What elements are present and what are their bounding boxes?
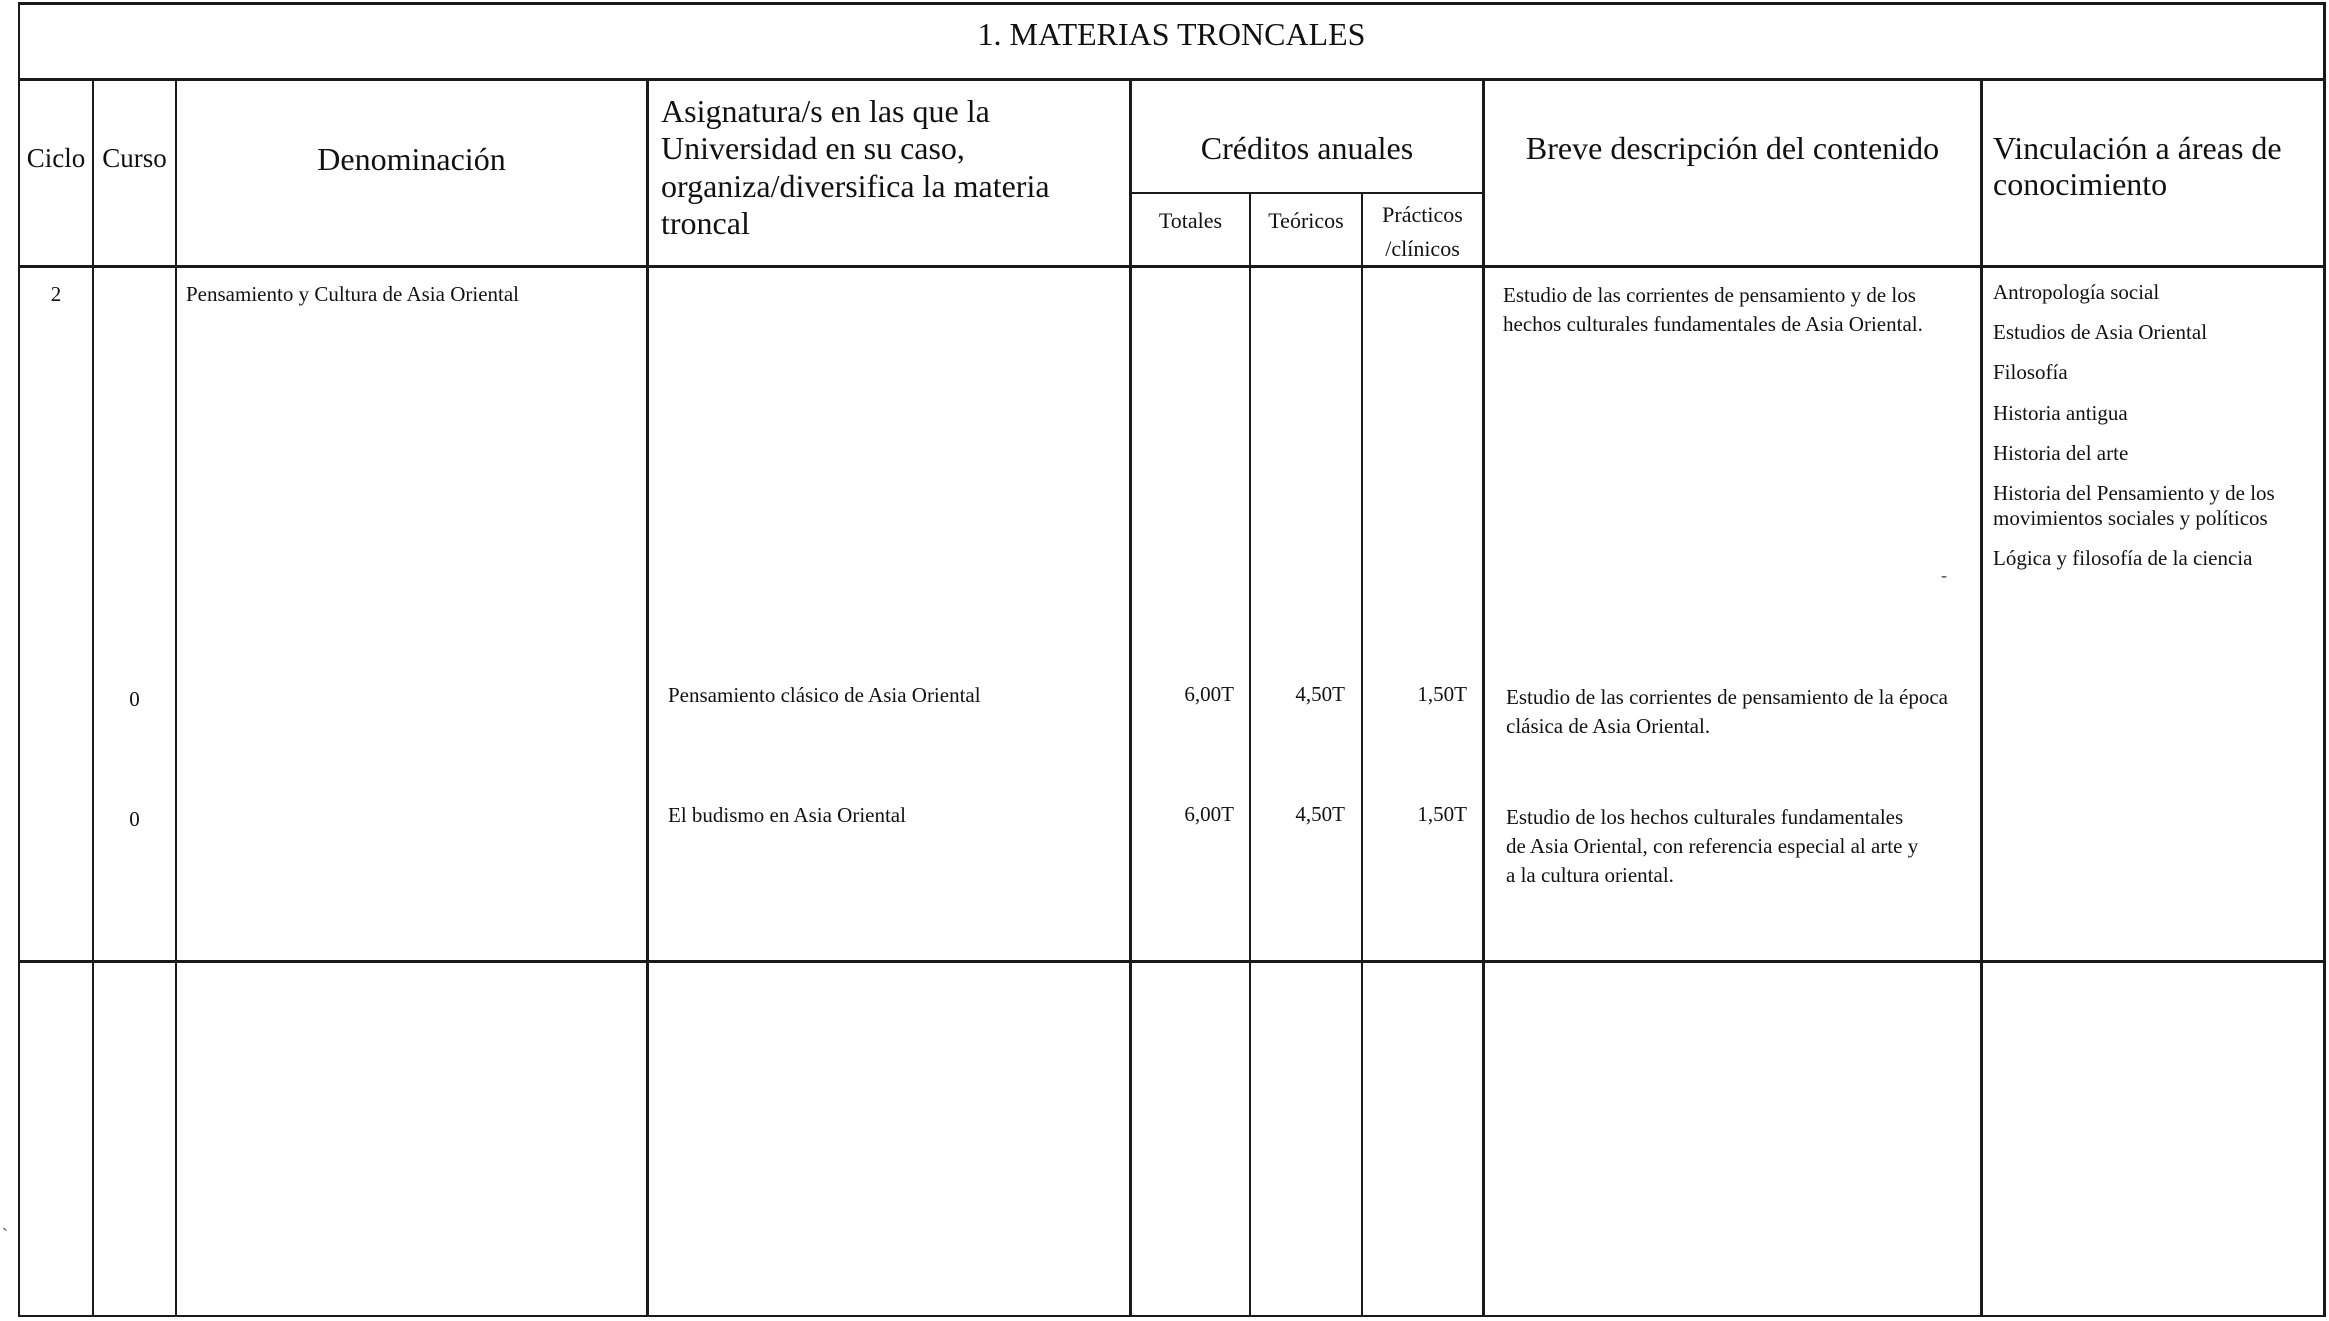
asignatura-descripcion: Estudio de los hechos culturales fundamentales de Asia Oriental, con referencia especial al arte y a la cultura oriental. [1506,805,1919,887]
area-item: Historia del Pensamiento y de los movimientos sociales y políticos [1993,480,2275,531]
area-item: Antropología social [1993,280,2160,304]
header-ciclo: Ciclo [26,143,86,173]
creditos-subheader-divider [1130,192,1483,194]
table-border-left [18,2,20,1317]
header-curso: Curso [102,143,167,173]
area-item: Lógica y filosofía de la ciencia [1993,546,2253,571]
table-border-right [2323,2,2326,1317]
header-practicos: Prácticos /clínicos [1382,202,1463,262]
area-item: Historia del arte [1993,440,2129,465]
asignatura-descripcion: Estudio de las corrientes de pensamiento de la época clásica de Asia Oriental. [1506,685,1949,738]
asignatura-nombre: Pensamiento clásico de Asia Oriental [668,683,981,707]
area-item: Historia antigua [1993,400,2128,425]
areas-conocimiento-list [1993,280,2311,587]
header-totales: Totales [1158,208,1223,233]
asignatura-teoricos: 4,50T [1295,682,1345,706]
col-divider-teoricos [1361,192,1363,1317]
materia-denominacion: Pensamiento y Cultura de Asia Oriental [186,282,520,306]
scan-mark: ` [2,1225,8,1245]
materia-descripcion: Estudio de las corrientes de pensamiento y de los hechos culturales fundamentales de Asia Oriental. [1503,283,1923,336]
asignatura-curso: 0 [129,687,140,711]
col-divider-curso [175,80,177,1317]
header-creditos-anuales: Créditos anuales [1200,130,1414,166]
table-border-top [18,2,2326,5]
header-teoricos: Teóricos [1268,208,1344,233]
scan-mark: - [1941,565,1947,585]
materia-ciclo: 2 [50,282,62,306]
asignatura-totales: 6,00T [1184,682,1234,706]
asignatura-teoricos: 4,50T [1295,802,1345,826]
header-asignaturas: Asignatura/s en las que la Universidad en su caso, organiza/diversifica la materia troncal [661,93,1050,242]
header-descripcion: Breve descripción del contenido [1525,130,1940,166]
header-denominacion: Denominación [317,141,506,177]
col-divider-descripcion [1980,80,1983,1317]
col-divider-denominacion [646,80,649,1317]
col-divider-totales [1249,192,1251,1317]
asignatura-curso: 0 [129,807,140,831]
asignatura-totales: 6,00T [1184,802,1234,826]
col-divider-creditos [1482,80,1485,1317]
asignatura-practicos: 1,50T [1417,802,1467,826]
header-vinculacion: Vinculación a áreas de conocimiento [1993,130,2282,203]
document-title: 1. MATERIAS TRONCALES [977,16,1366,52]
asignatura-practicos: 1,50T [1417,682,1467,706]
asignatura-nombre: El budismo en Asia Oriental [668,803,906,827]
area-item: Filosofía [1993,360,2068,385]
area-item: Estudios de Asia Oriental [1993,320,2208,345]
